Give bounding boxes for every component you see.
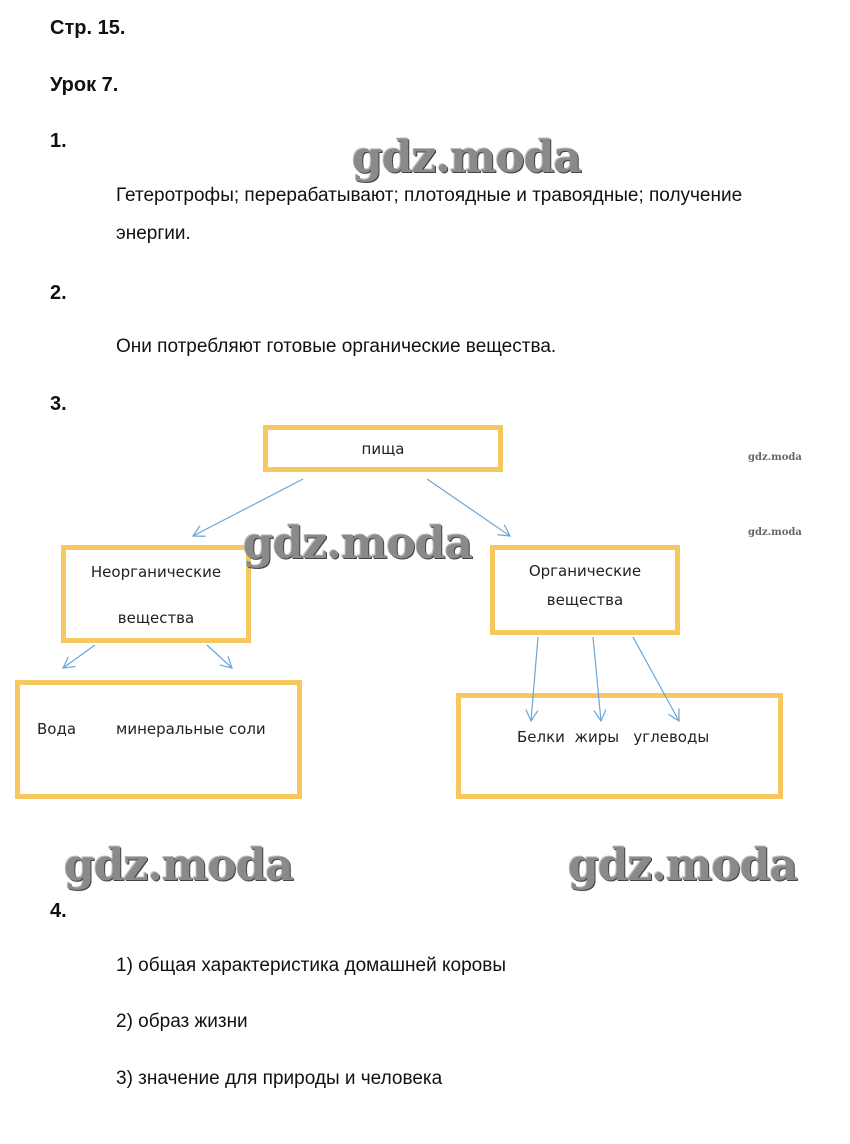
q2-answer: Они потребляют готовые органические вещества. [116, 336, 557, 357]
box-food-label: пища [361, 440, 405, 458]
box-organic-line2: вещества [546, 591, 624, 609]
watermark: gdz.moda [64, 840, 294, 891]
watermark: gdz.moda [568, 840, 798, 891]
q1-answer-line1: Гетеротрофы; перерабатывают; плотоядные и травоядные; получение [116, 185, 743, 206]
watermark: gdz.moda [352, 132, 582, 183]
page-title: Стр. 15. [50, 17, 126, 39]
q4-item-2: 2) образ жизни [116, 1011, 248, 1032]
q3-number: 3. [50, 393, 67, 415]
watermark-small: gdz.moda [748, 527, 802, 538]
item-organic-list: Белки жиры углеводы [517, 728, 710, 746]
watermark: gdz.moda [243, 518, 473, 569]
q4-number: 4. [50, 900, 67, 922]
arrow-organic-to-proteins [531, 637, 538, 721]
q1-answer-line2: энергии. [116, 223, 191, 244]
watermark-small: gdz.moda [748, 452, 802, 463]
lesson-title: Урок 7. [50, 74, 119, 96]
box-inorganic-line1: Неорганические [90, 563, 222, 581]
arrow-organic-to-carbs [633, 637, 679, 721]
item-water: Вода [37, 720, 77, 738]
q4-item-3: 3) значение для природы и человека [116, 1068, 443, 1089]
arrow-inorganic-to-water [63, 645, 95, 668]
box-organic-line1: Органические [528, 562, 642, 580]
q1-number: 1. [50, 130, 67, 152]
item-mineral-salts: минеральные соли [116, 720, 266, 738]
arrow-inorganic-to-salts [207, 645, 232, 668]
q4-item-1: 1) общая характеристика домашней коровы [116, 955, 506, 976]
arrow-organic-to-fats [593, 637, 601, 721]
box-inorganic-line2: вещества [117, 609, 195, 627]
q2-number: 2. [50, 282, 67, 304]
